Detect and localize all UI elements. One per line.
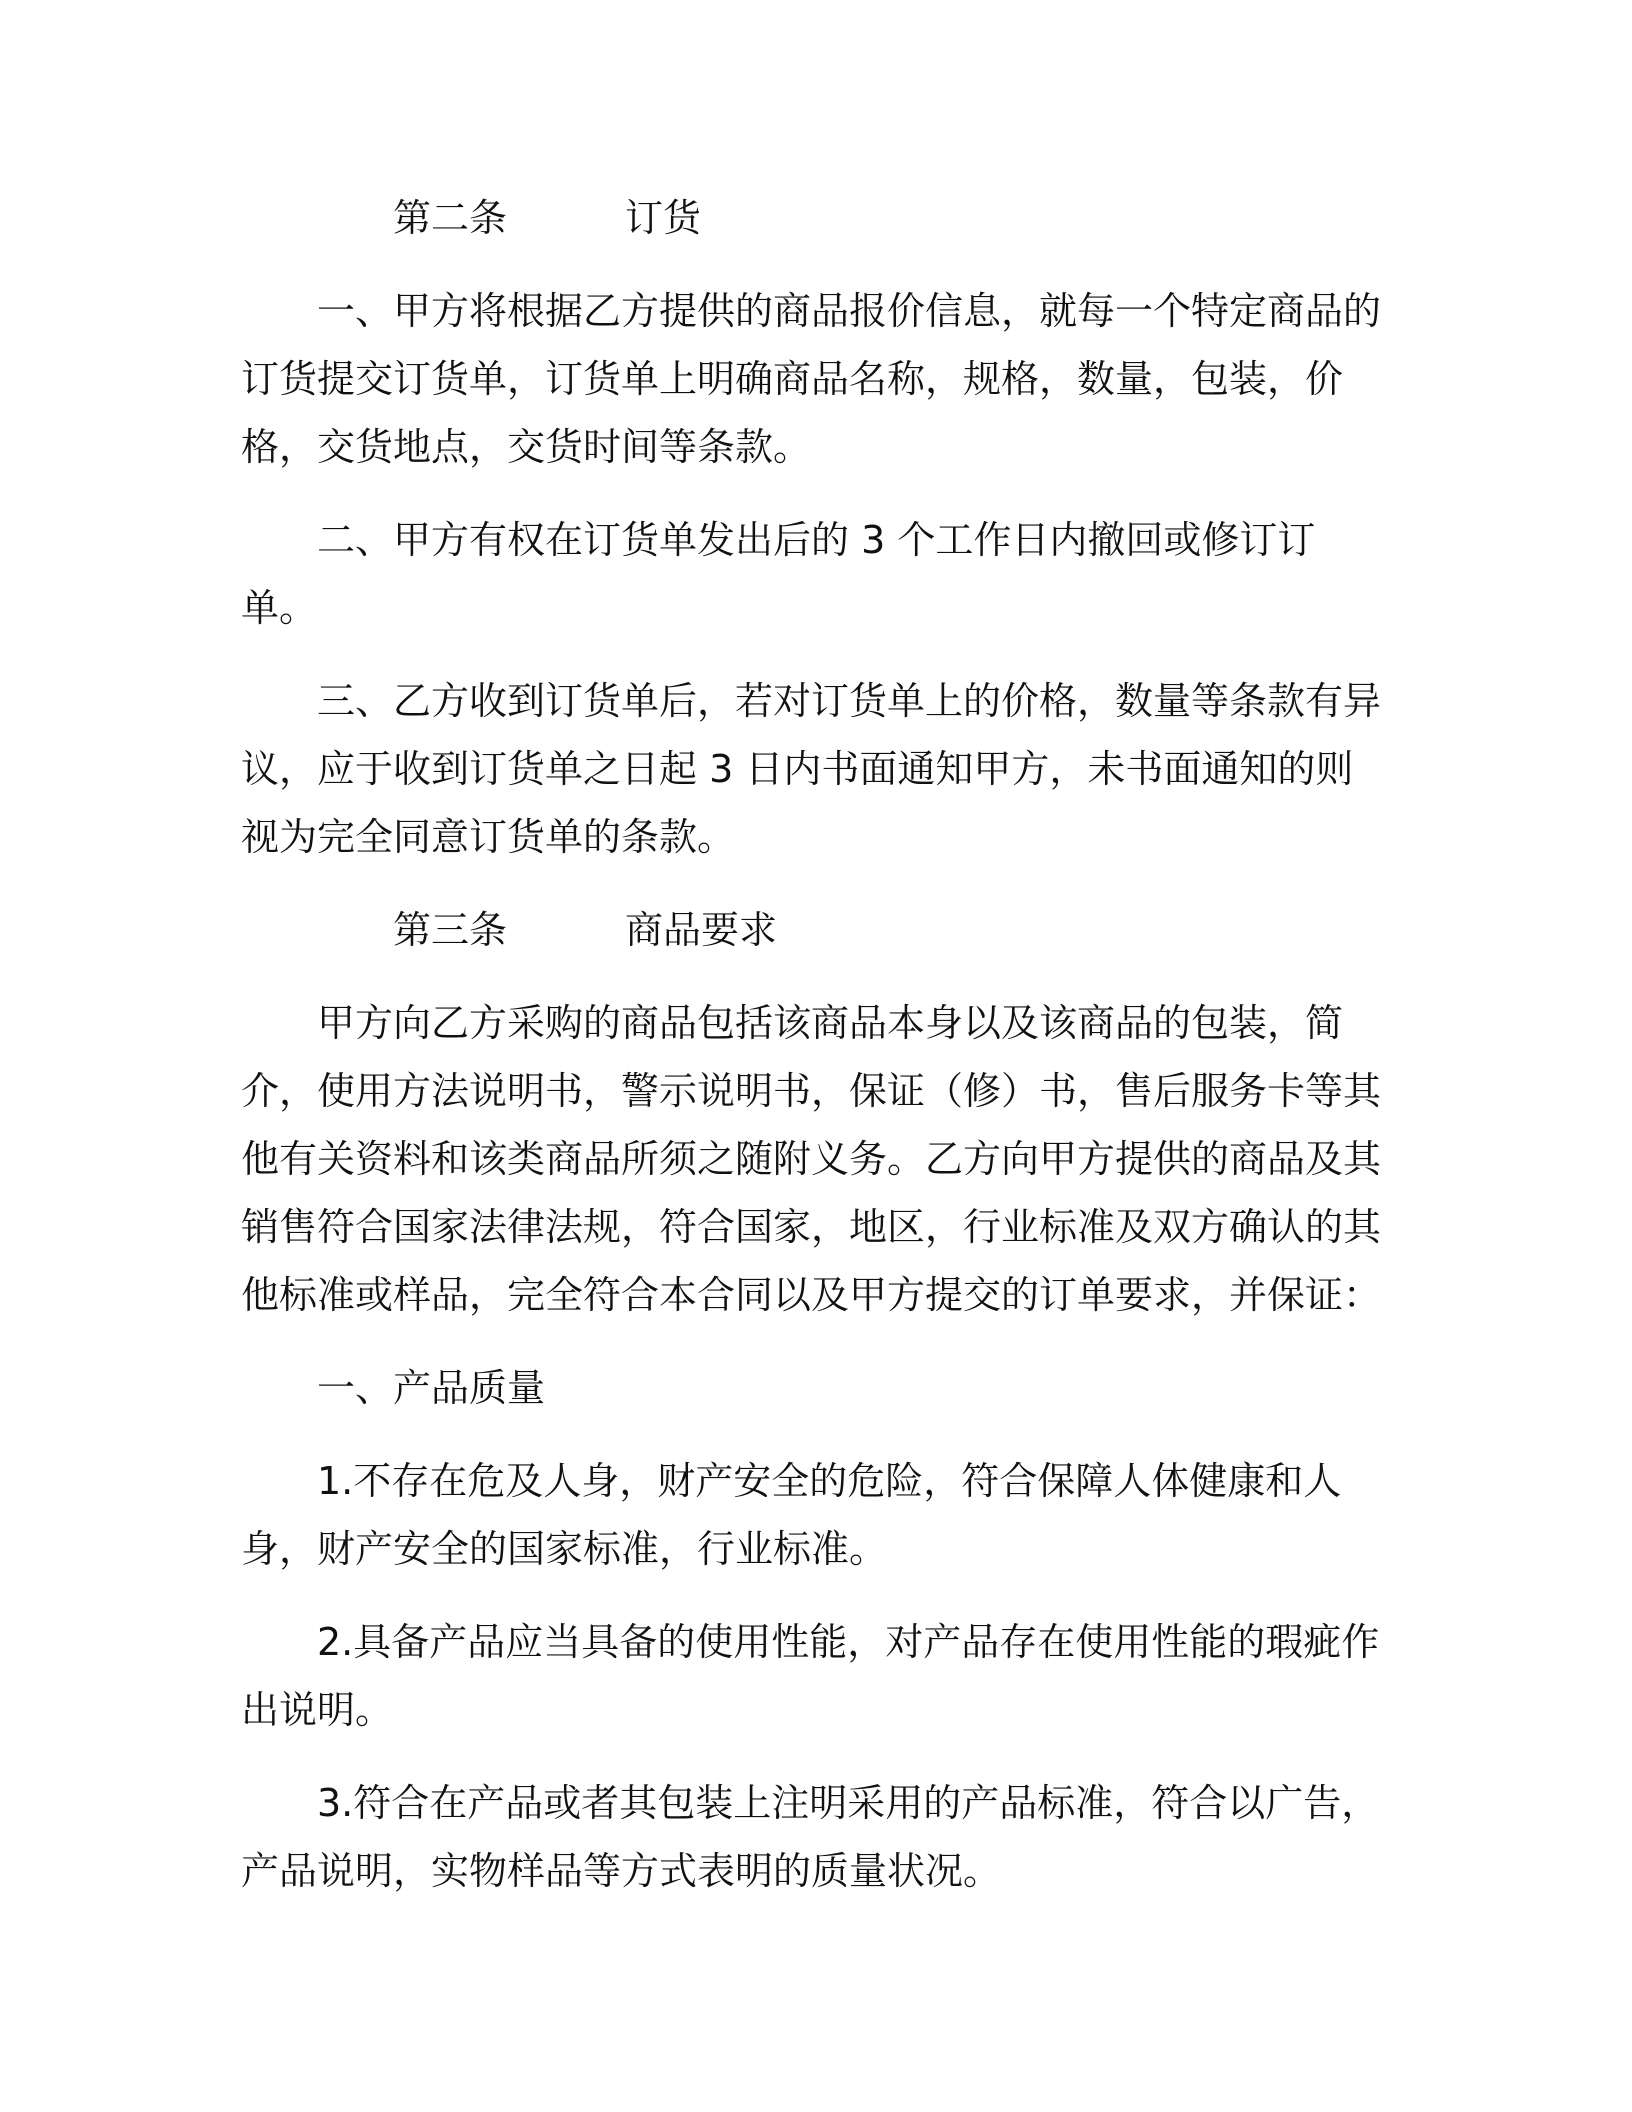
- article-2-clause-3: 三、乙方收到订货单后，若对订货单上的价格，数量等条款有异议，应于收到订货单之日起 3 日内书面通知甲方，未书面通知的则视为完全同意订货单的条款。: [241, 679, 1382, 859]
- article-2-heading: [241, 184, 1391, 252]
- quality-item-3: 3.符合在产品或者其包装上注明采用的产品标准，符合以广告，产品说明，实物样品等方式表明的质量状况。: [241, 1781, 1380, 1893]
- article-3-heading: [241, 896, 1391, 964]
- article-2-clause-1: 一、甲方将根据乙方提供的商品报价信息，就每一个特定商品的订货提交订货单，订货单上明确商品名称，规格，数量，包装，价格，交货地点，交货时间等条款。: [241, 289, 1382, 469]
- article-2-clause-2: 二、甲方有权在订货单发出后的 3 个工作日内撤回或修订订单。: [241, 518, 1316, 630]
- article-2-number: 第二条: [393, 196, 508, 240]
- article-3-title: 商品要求: [625, 908, 778, 952]
- article-3-intro: 甲方向乙方采购的商品包括该商品本身以及该商品的包装，简介，使用方法说明书，警示说明书，保证（修）书，售后服务卡等其他有关资料和该类商品所须之随附义务。乙方向甲方提供的商品及其销售符合国家法律法规，符合国家，地区，行业标准及双方确认的其他标准或样品，完全符合本合同以及甲方提交的订单要求，并保证：: [241, 1001, 1382, 1317]
- article-3-number: 第三条: [393, 908, 508, 952]
- section-1-heading: 一、产品质量: [317, 1366, 546, 1410]
- quality-item-1: 1.不存在危及人身，财产安全的危险，符合保障人体健康和人身，财产安全的国家标准，行业标准。: [241, 1459, 1342, 1571]
- document-body: [241, 184, 1391, 1930]
- quality-item-2: 2.具备产品应当具备的使用性能，对产品存在使用性能的瑕疵作出说明。: [241, 1620, 1380, 1732]
- article-2-title: 订货: [625, 196, 702, 240]
